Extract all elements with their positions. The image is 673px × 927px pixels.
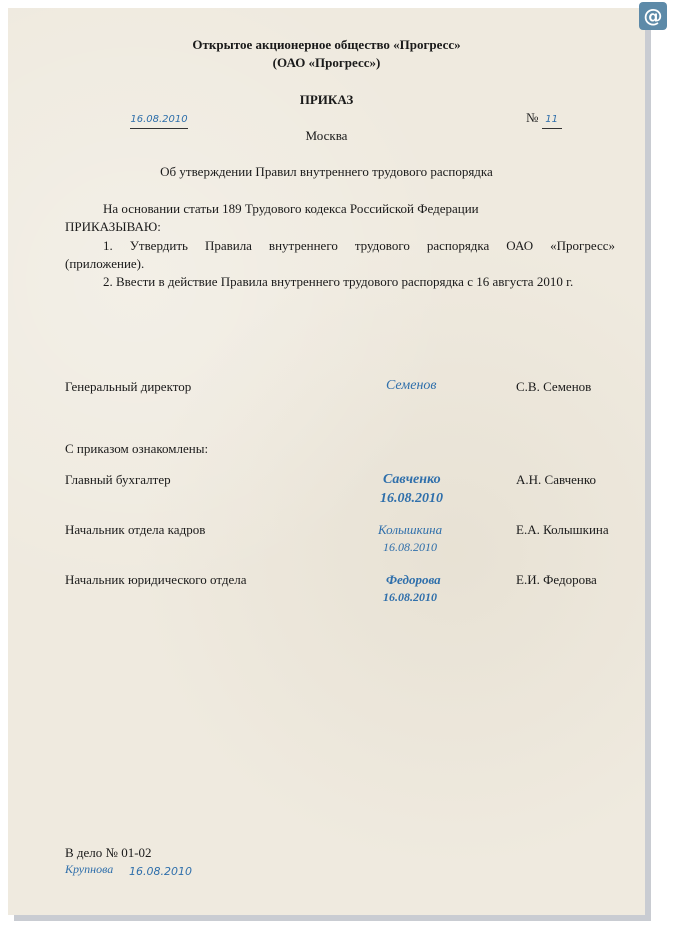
acq-row-3-date: 16.08.2010 — [383, 590, 437, 604]
acq-row-1-position: Главный бухгалтер — [65, 472, 171, 487]
document-page — [8, 8, 645, 915]
doc-type: ПРИКАЗ — [299, 92, 354, 107]
file-date: 16.08.2010 — [129, 865, 192, 878]
acq-row-3-name: Е.И. Федорова — [516, 572, 597, 587]
acq-row-3-position: Начальник юридического отдела — [65, 572, 247, 587]
doc-number-field — [526, 109, 562, 129]
acq-row-2-signature: Колышкина — [378, 522, 443, 537]
file-label: В дело № 01-02 — [65, 845, 152, 860]
doc-date-field — [130, 109, 188, 129]
acq-row-1-signature: Савченко — [383, 472, 441, 487]
order-item-1-line1: 1. Утвердить Правила внутреннего трудового распорядка ОАО «Прогресс» — [103, 238, 615, 253]
doc-city: Москва — [305, 128, 348, 143]
order-item-1-line2: (приложение). — [65, 256, 145, 271]
doc-number: 11 — [542, 111, 562, 129]
file-signature: Крупнова — [65, 862, 114, 876]
basis-text: На основании статьи 189 Трудового кодекса Российской Федерации — [103, 201, 479, 216]
doc-number-label: № — [526, 110, 539, 125]
acq-row-2-date: 16.08.2010 — [383, 540, 437, 554]
acq-row-1-date: 16.08.2010 — [380, 491, 443, 506]
director-signature: Семенов — [386, 378, 437, 393]
acquainted-heading: С приказом ознакомлены: — [65, 441, 209, 456]
doc-date: 16.08.2010 — [130, 111, 188, 129]
at-logo-icon[interactable]: @ — [639, 2, 667, 30]
doc-title: Об утверждении Правил внутреннего трудового распорядка — [160, 164, 493, 179]
org-short-name: (ОАО «Прогресс») — [272, 55, 381, 70]
org-name: Открытое акционерное общество «Прогресс» — [192, 37, 461, 52]
order-item-2: 2. Ввести в действие Правила внутреннего трудового распорядка с 16 августа 2010 г. — [103, 274, 574, 289]
acq-row-3-signature: Федорова — [386, 572, 441, 587]
director-position: Генеральный директор — [65, 379, 192, 394]
acq-row-1-name: А.Н. Савченко — [516, 472, 597, 487]
acq-row-2-position: Начальник отдела кадров — [65, 522, 206, 537]
order-word: ПРИКАЗЫВАЮ: — [65, 219, 161, 234]
director-name: С.В. Семенов — [516, 379, 592, 394]
acq-row-2-name: Е.А. Колышкина — [516, 522, 609, 537]
